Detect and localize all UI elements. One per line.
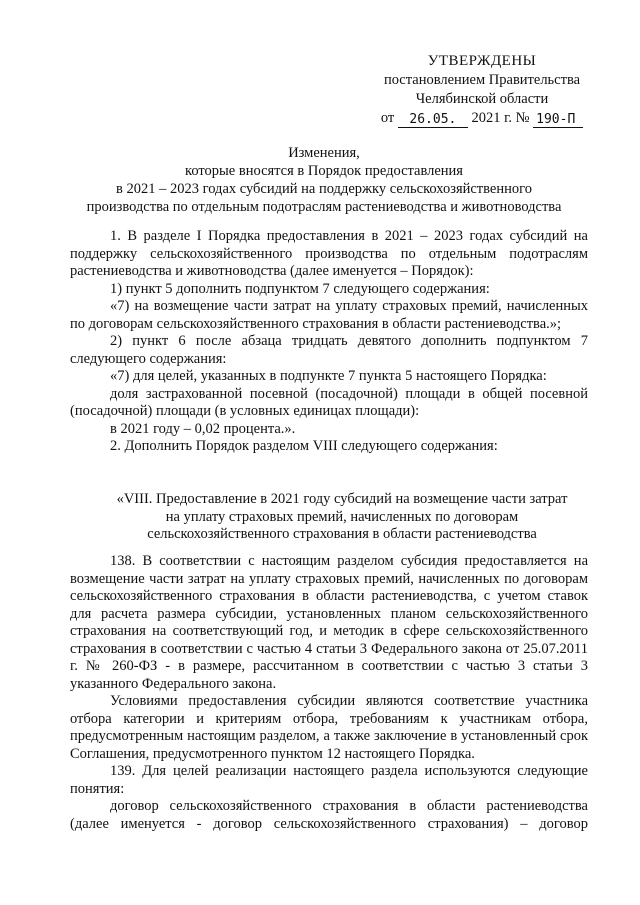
approval-heading: УТВЕРЖДЕНЫ — [427, 53, 537, 69]
paragraph: «7) для целей, указанных в подпункте 7 пункта 5 настоящего Порядка: — [110, 368, 547, 384]
approval-stamp — [374, 52, 590, 128]
paragraph: договор сельскохозяйственного страхования в области растениеводства (далее именуется - договор сельскохозяйственного страхования) – договор — [70, 798, 588, 832]
paragraph: доля застрахованной посевной (посадочной) площади в общей посевной (посадочной) площади (в условных единицах площади): — [70, 385, 588, 419]
paragraph: 138. В соответствии с настоящим разделом субсидия предоставляется на возмещение части затрат на уплату страховых премий, начисленных по договорам сельскохозяйственного страхования в области растениеводства, с учетом ставок для расчета размера субсидии, установленных планом сельскохозяйственного страхования на соответствующий год, и методик в сфере сельскохозяйственного страхования в соответствии с частью 4 статьи 3 Федерального закона от 25.07.2011 г. № 260-ФЗ - в размере, рассчитанном в соответствии с частью 3 статьи 3 указанного Федерального закона. — [70, 553, 588, 692]
approval-date: 26.05. — [398, 113, 468, 128]
document-title — [64, 144, 584, 216]
paragraph: 2) пункт 6 после абзаца тридцать девятого дополнить подпунктом 7 следующего содержания: — [70, 333, 588, 367]
section-heading — [92, 491, 592, 544]
title-line: в 2021 – 2023 годах субсидий на поддержку сельскохозяйственного — [116, 181, 532, 197]
paragraph: Условиями предоставления субсидии являются соответствие участника отбора категории и критериям отбора, требованиям к участникам отбора, предусмотренным настоящим разделом, а также заключение в установленный срок Соглашения, предусмотренного пунктом 12 настоящего Порядка. — [70, 693, 588, 762]
section-heading-line: «VIII. Предоставление в 2021 году субсидий на возмещение части затрат — [116, 491, 568, 507]
approval-year: 2021 г. № — [471, 110, 530, 126]
approval-date-row — [374, 109, 590, 128]
paragraph: «7) на возмещение части затрат на уплату страховых премий, начисленных по договорам сельскохозяйственного страхования в области растениеводства.»; — [70, 298, 588, 332]
body-text — [70, 228, 588, 456]
paragraph: в 2021 году – 0,02 процента.». — [110, 420, 296, 437]
paragraph: 1. В разделе I Порядка предоставления в 2021 – 2023 годах субсидий на поддержку сельскохозяйственного производства по отдельным подотраслям растениеводства и животноводства (далее именуется – Порядок): — [70, 228, 588, 279]
section-heading-line: на уплату страховых премий, начисленных по договорам — [165, 508, 519, 525]
approval-line-2: постановлением Правительства — [383, 72, 581, 88]
approval-line-3: Челябинской области — [415, 91, 549, 107]
title-line: производства по отдельным подотраслям растениеводства и животноводства — [86, 199, 562, 215]
approval-prefix: от — [380, 110, 395, 126]
approval-number: 190-П — [533, 113, 583, 128]
section-body-text — [70, 553, 588, 833]
title-line: которые вносятся в Порядок предоставления — [185, 163, 463, 179]
paragraph: 139. Для целей реализации настоящего раздела используются следующие понятия: — [70, 763, 588, 797]
paragraph: 1) пункт 5 дополнить подпунктом 7 следующего содержания: — [110, 280, 490, 297]
title-line: Изменения, — [288, 145, 360, 161]
paragraph: 2. Дополнить Порядок разделом VIII следующего содержания: — [110, 438, 498, 454]
section-heading-line: сельскохозяйственного страхования в области растениеводства — [147, 526, 537, 542]
